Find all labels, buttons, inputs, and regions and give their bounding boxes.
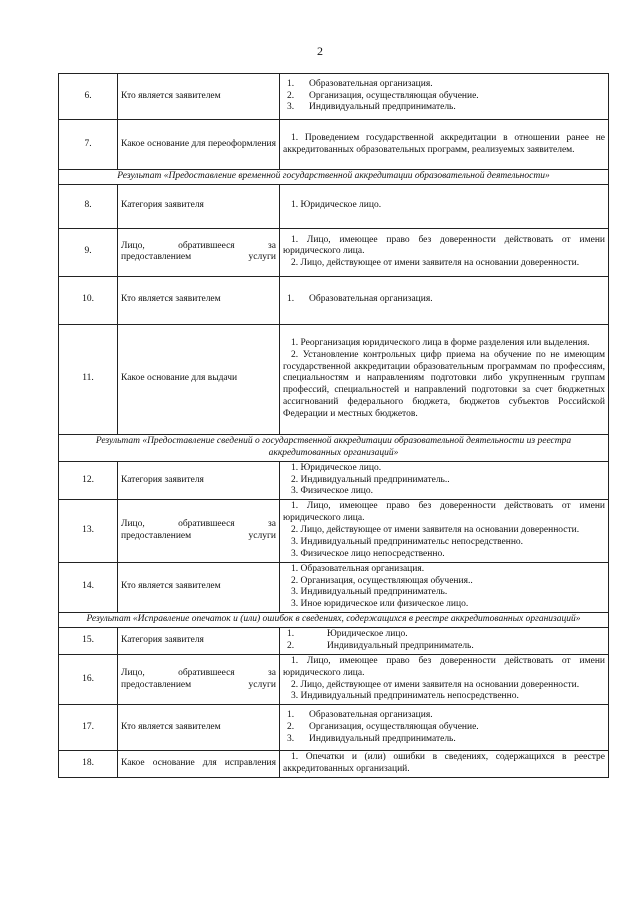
answer-line bbox=[283, 91, 605, 103]
answer-line: 1. Опечатки и (или) ошибки в сведениях, содержащихся в реестре аккредитованных организаций. bbox=[283, 752, 605, 775]
list-text: Индивидуальный предприниматель. bbox=[309, 733, 456, 744]
answer-cell bbox=[280, 184, 609, 228]
applicant-table bbox=[58, 73, 609, 778]
row-number: 12. bbox=[59, 461, 118, 500]
section-header-row bbox=[59, 170, 609, 185]
row-number: 8. bbox=[59, 184, 118, 228]
list-number: 3. bbox=[287, 102, 295, 113]
list-text: Образовательная организация. bbox=[309, 78, 433, 89]
answer-line: 1. Лицо, имеющее право без доверенности действовать от имени юридического лица. bbox=[283, 655, 605, 678]
answer-line: 2. Лицо, действующее от имени заявителя на основании доверенности. bbox=[291, 679, 580, 690]
table-row bbox=[59, 74, 609, 120]
answer-line: 1. Лицо, имеющее право без доверенности действовать от имени юридического лица. bbox=[283, 234, 605, 257]
row-number: 14. bbox=[59, 562, 118, 613]
answer-line bbox=[283, 294, 605, 306]
table-row bbox=[59, 562, 609, 613]
table-row bbox=[59, 628, 609, 655]
answer-line: 3. Физическое лицо непосредственно. bbox=[291, 548, 445, 559]
answer-line: 1. Юридическое лицо. bbox=[291, 462, 382, 473]
list-text: Организация, осуществляющая обучение. bbox=[309, 90, 479, 101]
list-text: Индивидуальный предприниматель. bbox=[327, 640, 474, 651]
list-number: 2. bbox=[287, 90, 295, 101]
row-number: 11. bbox=[59, 324, 118, 434]
section-title: Результат «Предоставление временной государственной аккредитации образовательной деятельности» bbox=[59, 170, 609, 185]
answer-cell bbox=[280, 628, 609, 655]
answer-line bbox=[283, 734, 605, 746]
question-cell: Кто является заявителем bbox=[118, 74, 280, 120]
answer-cell bbox=[280, 654, 609, 705]
row-number: 13. bbox=[59, 500, 118, 562]
answer-cell bbox=[280, 324, 609, 434]
answer-line: 2. Установление контрольных цифр приема на обучение по не имеющим государственной аккредитации образовательным программам по профессиям, специальностям и направлениям подготовки либо укрупненным группам профессий, специальностей и направлений подготовки за счет бюджетных ассигнований федерального бюджета, бюджетов субъектов Российской Федерации и местных бюджетов. bbox=[283, 349, 605, 420]
row-number: 16. bbox=[59, 654, 118, 705]
page-number: 2 bbox=[317, 44, 323, 58]
question-cell: Какое основание для переоформления bbox=[118, 120, 280, 170]
table-row bbox=[59, 705, 609, 751]
list-text: Организация, осуществляющая обучение. bbox=[309, 721, 479, 732]
table-row bbox=[59, 120, 609, 170]
section-title: Результат «Предоставление сведений о государственной аккредитации образовательной деятельности из реестра аккредитованных организаций» bbox=[59, 434, 609, 461]
row-number: 10. bbox=[59, 276, 118, 324]
list-text: Юридическое лицо. bbox=[327, 629, 408, 639]
question-cell: Категория заявителя bbox=[118, 461, 280, 500]
question-cell: Категория заявителя bbox=[118, 628, 280, 655]
list-number: 1. bbox=[287, 78, 295, 89]
answer-line bbox=[283, 629, 605, 641]
table-row bbox=[59, 751, 609, 778]
list-number: 1. bbox=[287, 629, 295, 639]
answer-line: 2. Лицо, действующее от имени заявителя на основании доверенности. bbox=[291, 258, 580, 269]
answer-cell bbox=[280, 120, 609, 170]
answer-line: 1. Лицо, имеющее право без доверенности действовать от имени юридического лица. bbox=[283, 501, 605, 524]
answer-cell bbox=[280, 500, 609, 562]
answer-cell bbox=[280, 705, 609, 751]
answer-line: 3. Иное юридическое или физическое лицо. bbox=[291, 599, 469, 610]
row-number: 6. bbox=[59, 74, 118, 120]
section-header-row bbox=[59, 434, 609, 461]
table-row bbox=[59, 276, 609, 324]
list-number: 1. bbox=[287, 709, 295, 720]
answer-line: 3. Физическое лицо. bbox=[291, 486, 373, 497]
question-cell: Какое основание для исправления bbox=[118, 751, 280, 778]
question-cell: Лицо, обратившееся за предоставлением услуги bbox=[118, 654, 280, 705]
table-row bbox=[59, 184, 609, 228]
question-cell: Кто является заявителем bbox=[118, 562, 280, 613]
row-number: 18. bbox=[59, 751, 118, 778]
row-number: 17. bbox=[59, 705, 118, 751]
answer-line: 3. Индивидуальный предприниматель непосредственно. bbox=[291, 691, 519, 702]
answer-line bbox=[283, 79, 605, 91]
answer-line: 2. Организация, осуществляющая обучения.. bbox=[291, 575, 473, 586]
table-row bbox=[59, 228, 609, 276]
table-row bbox=[59, 654, 609, 705]
question-cell: Кто является заявителем bbox=[118, 276, 280, 324]
question-cell: Категория заявителя bbox=[118, 184, 280, 228]
list-number: 3. bbox=[287, 733, 295, 744]
question-cell: Кто является заявителем bbox=[118, 705, 280, 751]
applicant-table-body bbox=[59, 74, 609, 778]
list-text: Индивидуальный предприниматель. bbox=[309, 102, 456, 113]
table-row bbox=[59, 461, 609, 500]
question-cell: Какое основание для выдачи bbox=[118, 324, 280, 434]
list-number: 1. bbox=[287, 294, 295, 305]
answer-line: 2. Лицо, действующее от имени заявителя на основании доверенности. bbox=[291, 525, 580, 535]
list-text: Образовательная организация. bbox=[309, 709, 433, 720]
answer-line: 2. Индивидуальный предприниматель.. bbox=[291, 474, 450, 485]
answer-line: 1. Реорганизация юридического лица в форме разделения или выделения. bbox=[291, 337, 590, 348]
answer-cell bbox=[280, 276, 609, 324]
table-row bbox=[59, 500, 609, 562]
list-text: Образовательная организация. bbox=[309, 294, 433, 305]
answer-line: 3. Индивидуальный предприниматель. bbox=[291, 587, 448, 598]
question-cell: Лицо, обратившееся за предоставлением услуги bbox=[118, 228, 280, 276]
answer-line: 1. Проведением государственной аккредитации в отношении ранее не аккредитованных образовательных программ, реализуемых заявителем. bbox=[283, 132, 605, 155]
answer-cell bbox=[280, 751, 609, 778]
list-number: 2. bbox=[287, 640, 295, 651]
answer-line bbox=[283, 722, 605, 734]
row-number: 7. bbox=[59, 120, 118, 170]
answer-line: 1. Юридическое лицо. bbox=[291, 200, 382, 211]
answer-cell bbox=[280, 461, 609, 500]
answer-line bbox=[283, 641, 605, 653]
table-row bbox=[59, 324, 609, 434]
section-header-row bbox=[59, 613, 609, 628]
answer-line bbox=[283, 710, 605, 722]
question-cell: Лицо, обратившееся за предоставлением услуги bbox=[118, 500, 280, 562]
section-title: Результат «Исправление опечаток и (или) ошибок в сведениях, содержащихся в реестре аккредитованных организаций» bbox=[59, 613, 609, 628]
answer-line bbox=[283, 102, 605, 114]
answer-cell bbox=[280, 228, 609, 276]
answer-cell bbox=[280, 74, 609, 120]
answer-cell bbox=[280, 562, 609, 613]
answer-line: 1. Образовательная организация. bbox=[291, 563, 425, 574]
row-number: 9. bbox=[59, 228, 118, 276]
row-number: 15. bbox=[59, 628, 118, 655]
list-number: 2. bbox=[287, 721, 295, 732]
answer-line: 3. Индивидуальный предпринимательс непосредственно. bbox=[291, 536, 524, 547]
